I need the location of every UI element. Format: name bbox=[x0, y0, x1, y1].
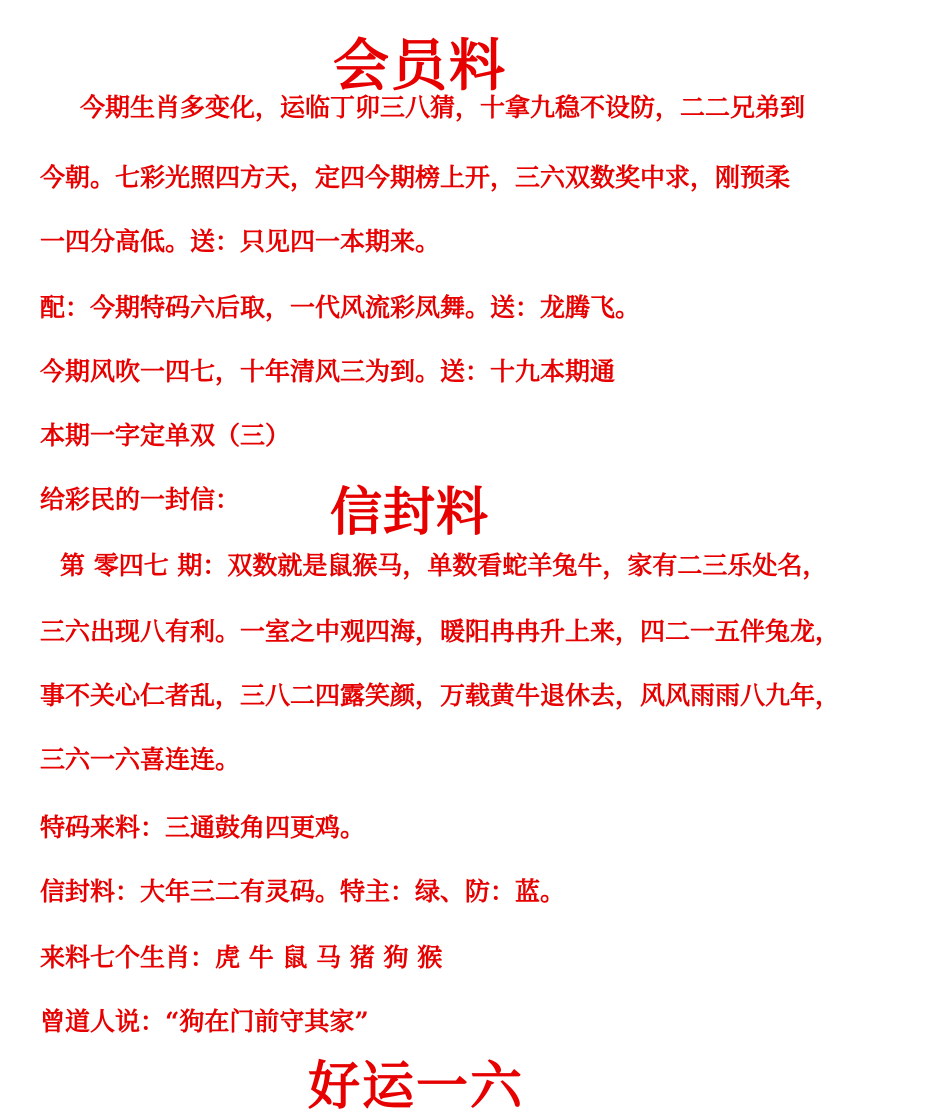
text-line-12: 特码来料：三通鼓角四更鸡。 bbox=[40, 813, 366, 842]
text-line-3: 一四分高低。送：只见四一本期来。 bbox=[40, 227, 441, 256]
envelope-title: 信封料 bbox=[330, 482, 490, 543]
text-line-10: 事不关心仁者乱，三八二四露笑颜，万载黄牛退休去，风风雨雨八九年， bbox=[40, 681, 841, 710]
text-line-2: 今朝。七彩光照四方天，定四今期榜上开，三六双数奖中求，刚预柔 bbox=[40, 163, 791, 192]
text-line-1: 今期生肖多变化，运临丁卯三八猜，十拿九稳不设防，二二兄弟到 bbox=[80, 93, 806, 122]
text-line-13: 信封料：大年三二有灵码。特主：绿、防：蓝。 bbox=[40, 877, 566, 906]
member-title: 会员料 bbox=[333, 33, 507, 99]
text-line-8: 第 零四七 期：双数就是鼠猴马，单数看蛇羊兔牛，家有二三乐处名， bbox=[60, 551, 828, 580]
text-line-7: 给彩民的一封信： bbox=[40, 485, 241, 514]
text-line-9: 三六出现八有利。一室之中观四海，暖阳冉冉升上来，四二一五伴兔龙， bbox=[40, 617, 841, 646]
text-line-15: 曾道人说：“狗在门前守其家” bbox=[40, 1007, 369, 1036]
text-line-6: 本期一字定单双（三） bbox=[40, 421, 291, 450]
text-line-4: 配：今期特码六后取，一代风流彩凤舞。送：龙腾飞。 bbox=[40, 293, 641, 322]
text-line-14: 来料七个生肖：虎 牛 鼠 马 猪 狗 猴 bbox=[40, 943, 443, 972]
text-line-11: 三六一六喜连连。 bbox=[40, 745, 241, 774]
good-luck-title: 好运一六 bbox=[308, 1056, 525, 1117]
text-line-5: 今期风吹一四七，十年清风三为到。送：十九本期通 bbox=[40, 357, 616, 386]
